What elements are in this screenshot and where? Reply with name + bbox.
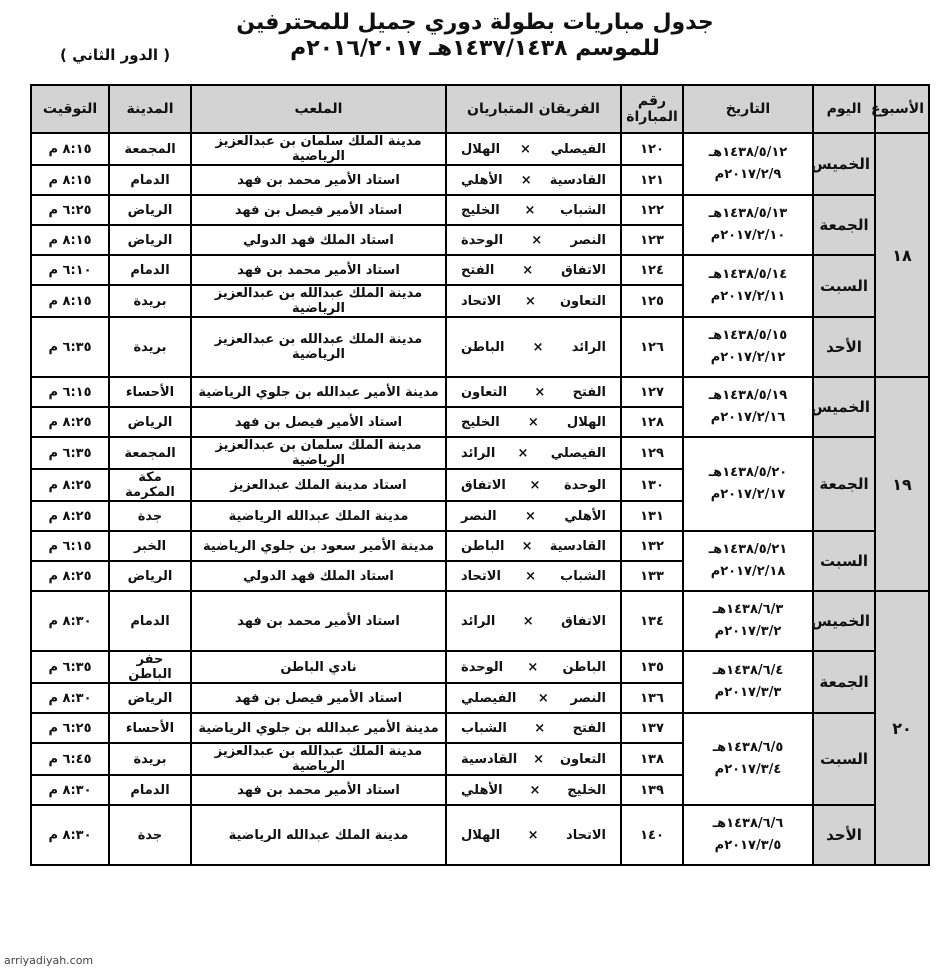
schedule-body bbox=[31, 133, 929, 865]
hijri-date: ١٤٣٨/٥/١٩هـ bbox=[708, 388, 788, 403]
match-number: ١٣٢ bbox=[621, 531, 683, 561]
match-stadium: استاد الأمير فيصل بن فهد bbox=[191, 407, 446, 437]
versus-mark: × bbox=[517, 445, 529, 461]
match-time: ٦:١٥ م bbox=[31, 531, 109, 561]
versus-mark: × bbox=[529, 782, 541, 798]
hijri-date: ١٤٣٨/٦/٥هـ bbox=[712, 740, 784, 755]
match-time: ٦:٢٥ م bbox=[31, 713, 109, 743]
match-day: الأحد bbox=[813, 805, 875, 865]
match-time: ٨:٢٥ م bbox=[31, 469, 109, 501]
match-stadium: استاد الملك فهد الدولي bbox=[191, 225, 446, 255]
match-day: الجمعة bbox=[813, 195, 875, 255]
home-team: القادسية bbox=[549, 172, 606, 188]
gregorian-date: ٢٠١٧/٣/٥م bbox=[714, 838, 782, 853]
versus-mark: × bbox=[525, 508, 536, 524]
match-number: ١٣٥ bbox=[621, 651, 683, 683]
match-teams bbox=[446, 317, 621, 377]
home-team: التعاون bbox=[559, 751, 606, 767]
match-stadium: مدينة الأمير سعود بن جلوي الرياضية bbox=[191, 531, 446, 561]
match-number: ١٣٠ bbox=[621, 469, 683, 501]
match-day: السبت bbox=[813, 531, 875, 591]
match-number: ١٢٠ bbox=[621, 133, 683, 165]
versus-mark: × bbox=[520, 172, 532, 188]
match-time: ٨:١٥ م bbox=[31, 133, 109, 165]
match-city: حفر الباطن bbox=[109, 651, 191, 683]
home-team: الرائد bbox=[571, 339, 606, 355]
versus-mark: × bbox=[532, 339, 544, 355]
away-team: النصر bbox=[461, 508, 497, 524]
match-city: الدمام bbox=[109, 165, 191, 195]
match-stadium: استاد الأمير محمد بن فهد bbox=[191, 255, 446, 285]
match-day: الخميس bbox=[813, 591, 875, 651]
match-row bbox=[31, 531, 929, 561]
match-stadium: استاد الأمير فيصل بن فهد bbox=[191, 683, 446, 713]
away-team: الرائد bbox=[461, 613, 496, 629]
match-city: الرياض bbox=[109, 683, 191, 713]
away-team: الاتحاد bbox=[461, 293, 501, 309]
match-number: ١٣٩ bbox=[621, 775, 683, 805]
home-team: الوحدة bbox=[563, 477, 606, 493]
match-teams bbox=[446, 501, 621, 531]
versus-mark: × bbox=[522, 613, 534, 629]
away-team: الأهلي bbox=[461, 782, 503, 798]
match-day: الخميس bbox=[813, 377, 875, 437]
match-city: مكة المكرمة bbox=[109, 469, 191, 501]
match-time: ٨:٢٥ م bbox=[31, 501, 109, 531]
match-teams bbox=[446, 285, 621, 317]
match-stadium: استاد الأمير محمد بن فهد bbox=[191, 591, 446, 651]
match-day: الجمعة bbox=[813, 651, 875, 713]
away-team: الباطن bbox=[461, 538, 505, 554]
match-row bbox=[31, 805, 929, 865]
week-number: ٢٠ bbox=[875, 591, 929, 865]
match-time: ٦:٣٥ م bbox=[31, 437, 109, 469]
away-team: الاتفاق bbox=[461, 477, 506, 493]
home-team: الفتح bbox=[572, 384, 606, 400]
away-team: الرائد bbox=[461, 445, 496, 461]
gregorian-date: ٢٠١٧/٣/٤م bbox=[714, 762, 782, 777]
match-stadium: مدينة الأمير عبدالله بن جلوي الرياضية bbox=[191, 377, 446, 407]
match-number: ١٣١ bbox=[621, 501, 683, 531]
match-teams bbox=[446, 651, 621, 683]
match-time: ٨:١٥ م bbox=[31, 225, 109, 255]
away-team: الوحدة bbox=[461, 232, 504, 248]
gregorian-date: ٢٠١٧/٢/٩م bbox=[714, 167, 782, 182]
match-teams bbox=[446, 775, 621, 805]
away-team: الهلال bbox=[461, 827, 501, 843]
match-time: ٦:٣٥ م bbox=[31, 317, 109, 377]
match-row bbox=[31, 591, 929, 651]
week-number: ١٨ bbox=[875, 133, 929, 377]
match-teams bbox=[446, 531, 621, 561]
hijri-date: ١٤٣٨/٦/٤هـ bbox=[712, 663, 784, 678]
match-teams bbox=[446, 805, 621, 865]
match-teams bbox=[446, 469, 621, 501]
match-number: ١٢٥ bbox=[621, 285, 683, 317]
match-time: ٨:١٥ م bbox=[31, 165, 109, 195]
match-teams bbox=[446, 591, 621, 651]
match-date bbox=[683, 531, 813, 591]
match-time: ٨:٣٠ م bbox=[31, 805, 109, 865]
match-date bbox=[683, 255, 813, 317]
match-row bbox=[31, 255, 929, 285]
away-team: الوحدة bbox=[461, 659, 504, 675]
match-stadium: مدينة الملك عبدالله الرياضية bbox=[191, 805, 446, 865]
match-row bbox=[31, 195, 929, 225]
match-number: ١٣٤ bbox=[621, 591, 683, 651]
match-time: ٨:٣٠ م bbox=[31, 591, 109, 651]
match-row bbox=[31, 437, 929, 469]
match-city: جدة bbox=[109, 501, 191, 531]
match-city: الأحساء bbox=[109, 713, 191, 743]
match-number: ١٢٧ bbox=[621, 377, 683, 407]
away-team: الخليج bbox=[461, 414, 500, 430]
match-stadium: مدينة الأمير عبدالله بن جلوي الرياضية bbox=[191, 713, 446, 743]
home-team: النصر bbox=[570, 232, 606, 248]
match-day: الخميس bbox=[813, 133, 875, 195]
match-stadium: استاد الملك فهد الدولي bbox=[191, 561, 446, 591]
match-number: ١٢٨ bbox=[621, 407, 683, 437]
versus-mark: × bbox=[519, 141, 531, 157]
match-number: ١٣٣ bbox=[621, 561, 683, 591]
match-row bbox=[31, 133, 929, 165]
home-team: الباطن bbox=[562, 659, 606, 675]
home-team: الاتحاد bbox=[566, 827, 606, 843]
hijri-date: ١٤٣٨/٥/١٣هـ bbox=[708, 206, 788, 221]
gregorian-date: ٢٠١٧/٢/١١م bbox=[710, 289, 786, 304]
schedule-table bbox=[30, 84, 930, 866]
match-city: المجمعة bbox=[109, 437, 191, 469]
gregorian-date: ٢٠١٧/٢/١٧م bbox=[710, 487, 786, 502]
home-team: الاتفاق bbox=[561, 262, 606, 278]
home-team: التعاون bbox=[559, 293, 606, 309]
match-teams bbox=[446, 255, 621, 285]
match-time: ٨:١٥ م bbox=[31, 285, 109, 317]
match-time: ٨:٢٥ م bbox=[31, 561, 109, 591]
match-teams bbox=[446, 561, 621, 591]
match-date bbox=[683, 591, 813, 651]
match-day: السبت bbox=[813, 255, 875, 317]
match-city: الدمام bbox=[109, 775, 191, 805]
source-credit: arriyadiyah.com bbox=[4, 954, 94, 967]
away-team: الاتحاد bbox=[461, 568, 501, 584]
match-teams bbox=[446, 225, 621, 255]
match-teams bbox=[446, 407, 621, 437]
match-stadium: مدينة الملك سلمان بن عبدالعزيز الرياضية bbox=[191, 437, 446, 469]
match-stadium: استاد مدينة الملك عبدالعزيز bbox=[191, 469, 446, 501]
match-date bbox=[683, 437, 813, 531]
home-team: الشباب bbox=[560, 202, 606, 218]
away-team: الخليج bbox=[461, 202, 500, 218]
match-number: ١٤٠ bbox=[621, 805, 683, 865]
away-team: الأهلي bbox=[461, 172, 503, 188]
match-time: ٨:٢٥ م bbox=[31, 407, 109, 437]
match-stadium: مدينة الملك عبدالله بن عبدالعزيز الرياضية bbox=[191, 285, 446, 317]
gregorian-date: ٢٠١٧/٣/٢م bbox=[714, 624, 782, 639]
away-team: الشباب bbox=[461, 720, 507, 736]
match-day: الأحد bbox=[813, 317, 875, 377]
header-day: اليوم bbox=[813, 85, 875, 133]
home-team: القادسية bbox=[549, 538, 606, 554]
header-date: التاريخ bbox=[683, 85, 813, 133]
match-row bbox=[31, 317, 929, 377]
match-stadium: مدينة الملك عبدالله بن عبدالعزيز الرياضية bbox=[191, 317, 446, 377]
match-teams bbox=[446, 133, 621, 165]
match-city: الأحساء bbox=[109, 377, 191, 407]
match-teams bbox=[446, 713, 621, 743]
match-time: ٨:٣٠ م bbox=[31, 683, 109, 713]
home-team: الفتح bbox=[572, 720, 606, 736]
versus-mark: × bbox=[527, 659, 539, 675]
title-line-2: للموسم ١٤٣٧/١٤٣٨هـ ٢٠١٦/٢٠١٧م bbox=[290, 36, 660, 61]
versus-mark: × bbox=[534, 384, 546, 400]
hijri-date: ١٤٣٨/٥/٢١هـ bbox=[708, 542, 788, 557]
match-city: الرياض bbox=[109, 407, 191, 437]
home-team: الفيصلي bbox=[550, 141, 606, 157]
away-team: الفيصلي bbox=[461, 690, 517, 706]
match-stadium: مدينة الملك سلمان بن عبدالعزيز الرياضية bbox=[191, 133, 446, 165]
title-line-1: جدول مباريات بطولة دوري جميل للمحترفين bbox=[236, 10, 714, 35]
header-time: التوقيت bbox=[31, 85, 109, 133]
gregorian-date: ٢٠١٧/٢/١٢م bbox=[710, 350, 786, 365]
match-number: ١٢٣ bbox=[621, 225, 683, 255]
match-date bbox=[683, 377, 813, 437]
match-city: المجمعة bbox=[109, 133, 191, 165]
away-team: الهلال bbox=[461, 141, 501, 157]
header-row bbox=[31, 85, 929, 133]
header-week: الأسبوع bbox=[875, 85, 929, 133]
match-city: الخبر bbox=[109, 531, 191, 561]
home-team: الفيصلي bbox=[550, 445, 606, 461]
home-team: الاتفاق bbox=[561, 613, 606, 629]
match-number: ١٢٦ bbox=[621, 317, 683, 377]
versus-mark: × bbox=[525, 293, 536, 309]
match-teams bbox=[446, 165, 621, 195]
versus-mark: × bbox=[537, 690, 549, 706]
match-date bbox=[683, 317, 813, 377]
match-number: ١٣٦ bbox=[621, 683, 683, 713]
match-stadium: استاد الأمير محمد بن فهد bbox=[191, 165, 446, 195]
versus-mark: × bbox=[524, 202, 536, 218]
match-number: ١٣٨ bbox=[621, 743, 683, 775]
match-city: بريدة bbox=[109, 285, 191, 317]
match-city: الرياض bbox=[109, 195, 191, 225]
match-teams bbox=[446, 437, 621, 469]
match-city: بريدة bbox=[109, 317, 191, 377]
match-time: ٦:٢٥ م bbox=[31, 195, 109, 225]
away-team: القادسية bbox=[461, 751, 518, 767]
gregorian-date: ٢٠١٧/٢/١٠م bbox=[710, 228, 786, 243]
versus-mark: × bbox=[533, 751, 545, 767]
week-number: ١٩ bbox=[875, 377, 929, 591]
header-city: المدينة bbox=[109, 85, 191, 133]
match-date bbox=[683, 713, 813, 805]
header-match-no: رقم المباراة bbox=[621, 85, 683, 133]
match-date bbox=[683, 195, 813, 255]
versus-mark: × bbox=[525, 568, 537, 584]
gregorian-date: ٢٠١٧/٣/٣م bbox=[714, 685, 782, 700]
away-team: الفتح bbox=[461, 262, 495, 278]
home-team: الأهلي bbox=[564, 508, 606, 524]
match-city: الرياض bbox=[109, 561, 191, 591]
versus-mark: × bbox=[521, 538, 533, 554]
match-number: ١٢٢ bbox=[621, 195, 683, 225]
match-city: الرياض bbox=[109, 225, 191, 255]
match-number: ١٢٩ bbox=[621, 437, 683, 469]
hijri-date: ١٤٣٨/٥/١٢هـ bbox=[708, 145, 788, 160]
versus-mark: × bbox=[527, 414, 539, 430]
match-number: ١٢١ bbox=[621, 165, 683, 195]
hijri-date: ١٤٣٨/٥/١٤هـ bbox=[708, 267, 788, 282]
match-time: ٦:٣٥ م bbox=[31, 651, 109, 683]
match-stadium: مدينة الملك عبدالله بن عبدالعزيز الرياضية bbox=[191, 743, 446, 775]
away-team: التعاون bbox=[461, 384, 508, 400]
hijri-date: ١٤٣٨/٦/٦هـ bbox=[712, 816, 784, 831]
match-row bbox=[31, 713, 929, 743]
match-day: الجمعة bbox=[813, 437, 875, 531]
versus-mark: × bbox=[531, 232, 543, 248]
home-team: الهلال bbox=[566, 414, 606, 430]
match-time: ٦:١٠ م bbox=[31, 255, 109, 285]
hijri-date: ١٤٣٨/٥/٢٠هـ bbox=[708, 465, 788, 480]
hijri-date: ١٤٣٨/٦/٣هـ bbox=[712, 602, 784, 617]
match-number: ١٣٧ bbox=[621, 713, 683, 743]
versus-mark: × bbox=[529, 477, 541, 493]
match-stadium: مدينة الملك عبدالله الرياضية bbox=[191, 501, 446, 531]
match-teams bbox=[446, 195, 621, 225]
header-stadium: الملعب bbox=[191, 85, 446, 133]
gregorian-date: ٢٠١٧/٢/١٨م bbox=[710, 564, 786, 579]
header-teams: الفريقان المتباريان bbox=[446, 85, 621, 133]
home-team: الخليج bbox=[567, 782, 606, 798]
match-stadium: استاد الأمير محمد بن فهد bbox=[191, 775, 446, 805]
hijri-date: ١٤٣٨/٥/١٥هـ bbox=[708, 328, 788, 343]
home-team: الشباب bbox=[560, 568, 606, 584]
match-time: ٨:٣٠ م bbox=[31, 775, 109, 805]
match-city: الدمام bbox=[109, 591, 191, 651]
home-team: النصر bbox=[570, 690, 606, 706]
versus-mark: × bbox=[527, 827, 539, 843]
match-stadium: نادي الباطن bbox=[191, 651, 446, 683]
versus-mark: × bbox=[522, 262, 534, 278]
match-date bbox=[683, 133, 813, 195]
match-time: ٦:١٥ م bbox=[31, 377, 109, 407]
match-date bbox=[683, 805, 813, 865]
match-teams bbox=[446, 683, 621, 713]
round-label: ( الدور الثاني ) bbox=[60, 46, 171, 64]
match-city: بريدة bbox=[109, 743, 191, 775]
match-number: ١٢٤ bbox=[621, 255, 683, 285]
away-team: الباطن bbox=[461, 339, 505, 355]
match-city: الدمام bbox=[109, 255, 191, 285]
match-row bbox=[31, 651, 929, 683]
match-stadium: استاد الأمير فيصل بن فهد bbox=[191, 195, 446, 225]
match-time: ٦:٤٥ م bbox=[31, 743, 109, 775]
match-row bbox=[31, 377, 929, 407]
match-city: جدة bbox=[109, 805, 191, 865]
match-teams bbox=[446, 377, 621, 407]
versus-mark: × bbox=[534, 720, 546, 736]
gregorian-date: ٢٠١٧/٢/١٦م bbox=[710, 410, 786, 425]
match-teams bbox=[446, 743, 621, 775]
match-date bbox=[683, 651, 813, 713]
match-day: السبت bbox=[813, 713, 875, 805]
